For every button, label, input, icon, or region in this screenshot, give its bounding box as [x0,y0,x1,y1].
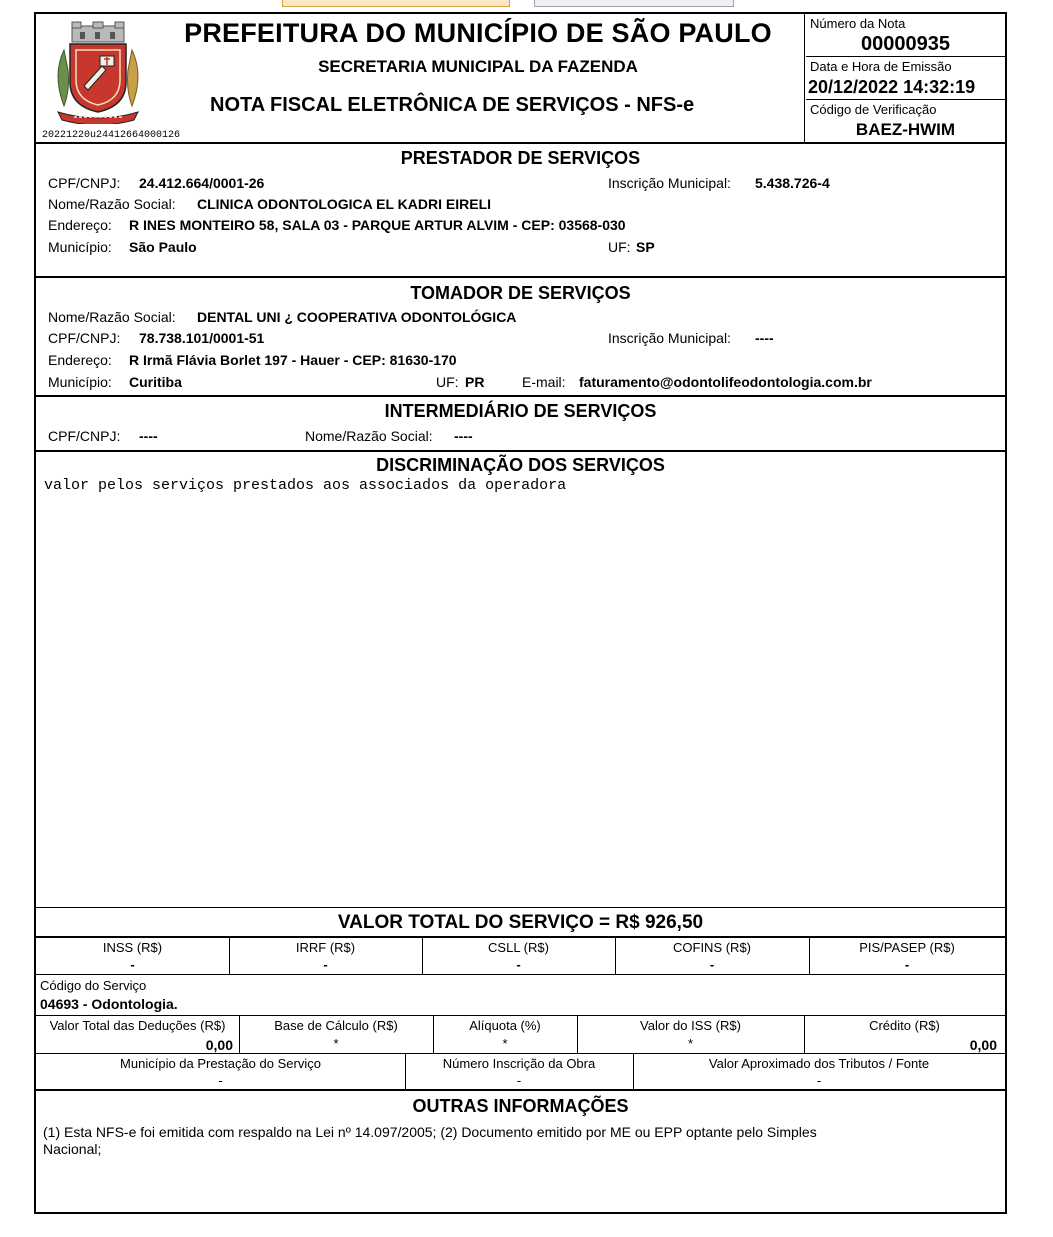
discriminacao-section-title: DISCRIMINAÇÃO DOS SERVIÇOS [376,455,665,475]
inss-value: - [130,957,135,972]
aliquota-label: Alíquota (%) [469,1018,541,1033]
prestador-nome-label: Nome/Razão Social: [48,196,176,212]
prestador-bottom-divider [36,276,1005,278]
sao-paulo-coat-of-arms [50,20,146,124]
tributos-fonte-value: - [816,1073,822,1088]
prestador-section-title: PRESTADOR DE SERVIÇOS [400,148,641,168]
irrf-value: - [323,957,328,972]
deducoes-label: Valor Total das Deduções (R$) [49,1018,226,1033]
prestador-im-value: 5.438.726-4 [755,175,830,191]
prestador-endereco-label: Endereço: [48,217,112,233]
cofins-value: - [709,957,715,972]
codigo-bottom-divider [36,1015,1005,1016]
base-calculo-value: * [333,1036,339,1051]
credito-label: Crédito (R$) [869,1018,940,1033]
emissao-value: 20/12/2022 14:32:19 [808,77,976,97]
prestador-im-label: Inscrição Municipal: [608,175,731,191]
municipio-prestacao-label: Município da Prestação do Serviço [120,1056,321,1071]
verificacao-label: Código de Verificação [810,102,937,117]
tomador-nome-label: Nome/Razão Social: [48,309,176,325]
prestador-cpf-label: CPF/CNPJ: [48,175,121,191]
codigo-servico-label: Código do Serviço [40,978,147,993]
valor-total-servico: VALOR TOTAL DO SERVIÇO = R$ 926,50 [337,912,704,933]
tomador-cpf-value: 78.738.101/0001-51 [139,330,265,346]
tomador-endereco-value: R Irmã Flávia Borlet 197 - Hauer - CEP: 81630-170 [129,352,457,368]
intermediario-bottom-divider [36,450,1005,452]
tomador-email-value: faturamento@odontolifeodontologia.com.br [579,374,872,390]
prestador-municipio-value: São Paulo [129,239,197,255]
tomador-bottom-divider [36,395,1005,397]
prefeitura-title: PREFEITURA DO MUNICÍPIO DE SÃO PAULO [184,18,772,48]
intermediario-cpf-value: ---- [139,428,158,444]
top-tab-left[interactable] [282,0,510,7]
header-bottom-divider [36,142,1005,144]
discriminacao-bottom-divider [36,907,1005,908]
valor-iss-label: Valor do ISS (R$) [640,1018,741,1033]
prestador-uf-value: SP [636,239,655,255]
discriminacao-text: valor pelos serviços prestados aos associados da operadora [44,477,567,494]
tomador-nome-value: DENTAL UNI ¿ COOPERATIVA ODONTOLÓGICA [197,309,517,325]
tomador-im-value: ---- [755,330,774,346]
intermediario-nome-value: ---- [454,428,473,444]
deducoes-value: 0,00 [205,1037,233,1053]
top-tab-right[interactable] [534,0,734,7]
codigo-servico-value: 04693 - Odontologia. [40,996,178,1012]
valor-iss-value: * [687,1036,694,1051]
divider [806,99,1005,100]
intermediario-section-title: INTERMEDIÁRIO DE SERVIÇOS [384,401,657,421]
tributos-bottom-divider [36,974,1005,975]
header-right-divider [804,12,805,142]
inscricao-obra-value: - [516,1073,522,1088]
tomador-section-title: TOMADOR DE SERVIÇOS [410,283,631,303]
calculo-bottom-divider [36,1053,1005,1054]
prestacao-bottom-divider [36,1089,1005,1091]
outras-informacoes-line1: (1) Esta NFS-e foi emitida com respaldo na Lei nº 14.097/2005; (2) Documento emitido por ME ou EPP optante pelo Simples [43,1124,817,1140]
prestador-uf-label: UF: [608,239,631,255]
outras-informacoes-title: OUTRAS INFORMAÇÕES [412,1096,629,1116]
pis-pasep-value: - [904,957,910,972]
aliquota-value: * [502,1036,508,1051]
tomador-im-label: Inscrição Municipal: [608,330,731,346]
tomador-municipio-value: Curitiba [129,374,182,390]
inss-label: INSS (R$) [102,940,163,955]
tomador-municipio-label: Município: [48,374,112,390]
prestador-endereco-value: R INES MONTEIRO 58, SALA 03 - PARQUE ARTUR ALVIM - CEP: 03568-030 [129,217,626,233]
municipio-prestacao-value: - [218,1073,223,1088]
csll-value: - [516,957,521,972]
numero-nota-value: 00000935 [861,33,950,55]
prestador-cpf-value: 24.412.664/0001-26 [139,175,265,191]
emissao-label: Data e Hora de Emissão [810,59,952,74]
valor-total-bottom-divider [36,936,1005,938]
tomador-uf-label: UF: [436,374,459,390]
tomador-endereco-label: Endereço: [48,352,112,368]
pis-pasep-label: PIS/PASEP (R$) [859,940,955,955]
tomador-cpf-label: CPF/CNPJ: [48,330,121,346]
credito-value: 0,00 [969,1037,997,1053]
base-calculo-label: Base de Cálculo (R$) [274,1018,398,1033]
tomador-email-label: E-mail: [522,374,566,390]
document-type-title: NOTA FISCAL ELETRÔNICA DE SERVIÇOS - NFS-e [210,94,695,116]
barcode-number: 20221220u24412664000126 [42,130,181,141]
intermediario-nome-label: Nome/Razão Social: [305,428,433,444]
intermediario-cpf-label: CPF/CNPJ: [48,428,121,444]
inscricao-obra-label: Número Inscrição da Obra [442,1056,596,1071]
outras-informacoes-line2: Nacional; [43,1141,102,1157]
verificacao-value: BAEZ-HWIM [855,120,956,139]
tributos-fonte-label: Valor Aproximado dos Tributos / Fonte [708,1056,930,1071]
irrf-label: IRRF (R$) [295,940,356,955]
secretaria-subtitle: SECRETARIA MUNICIPAL DA FAZENDA [318,57,638,76]
divider [806,56,1005,57]
prestador-nome-value: CLINICA ODONTOLOGICA EL KADRI EIRELI [197,196,492,212]
numero-nota-label: Número da Nota [810,16,906,31]
csll-label: CSLL (R$) [488,940,549,955]
prestador-municipio-label: Município: [48,239,112,255]
cofins-label: COFINS (R$) [673,940,751,955]
nfse-document [34,12,1007,1214]
tomador-uf-value: PR [465,374,485,390]
